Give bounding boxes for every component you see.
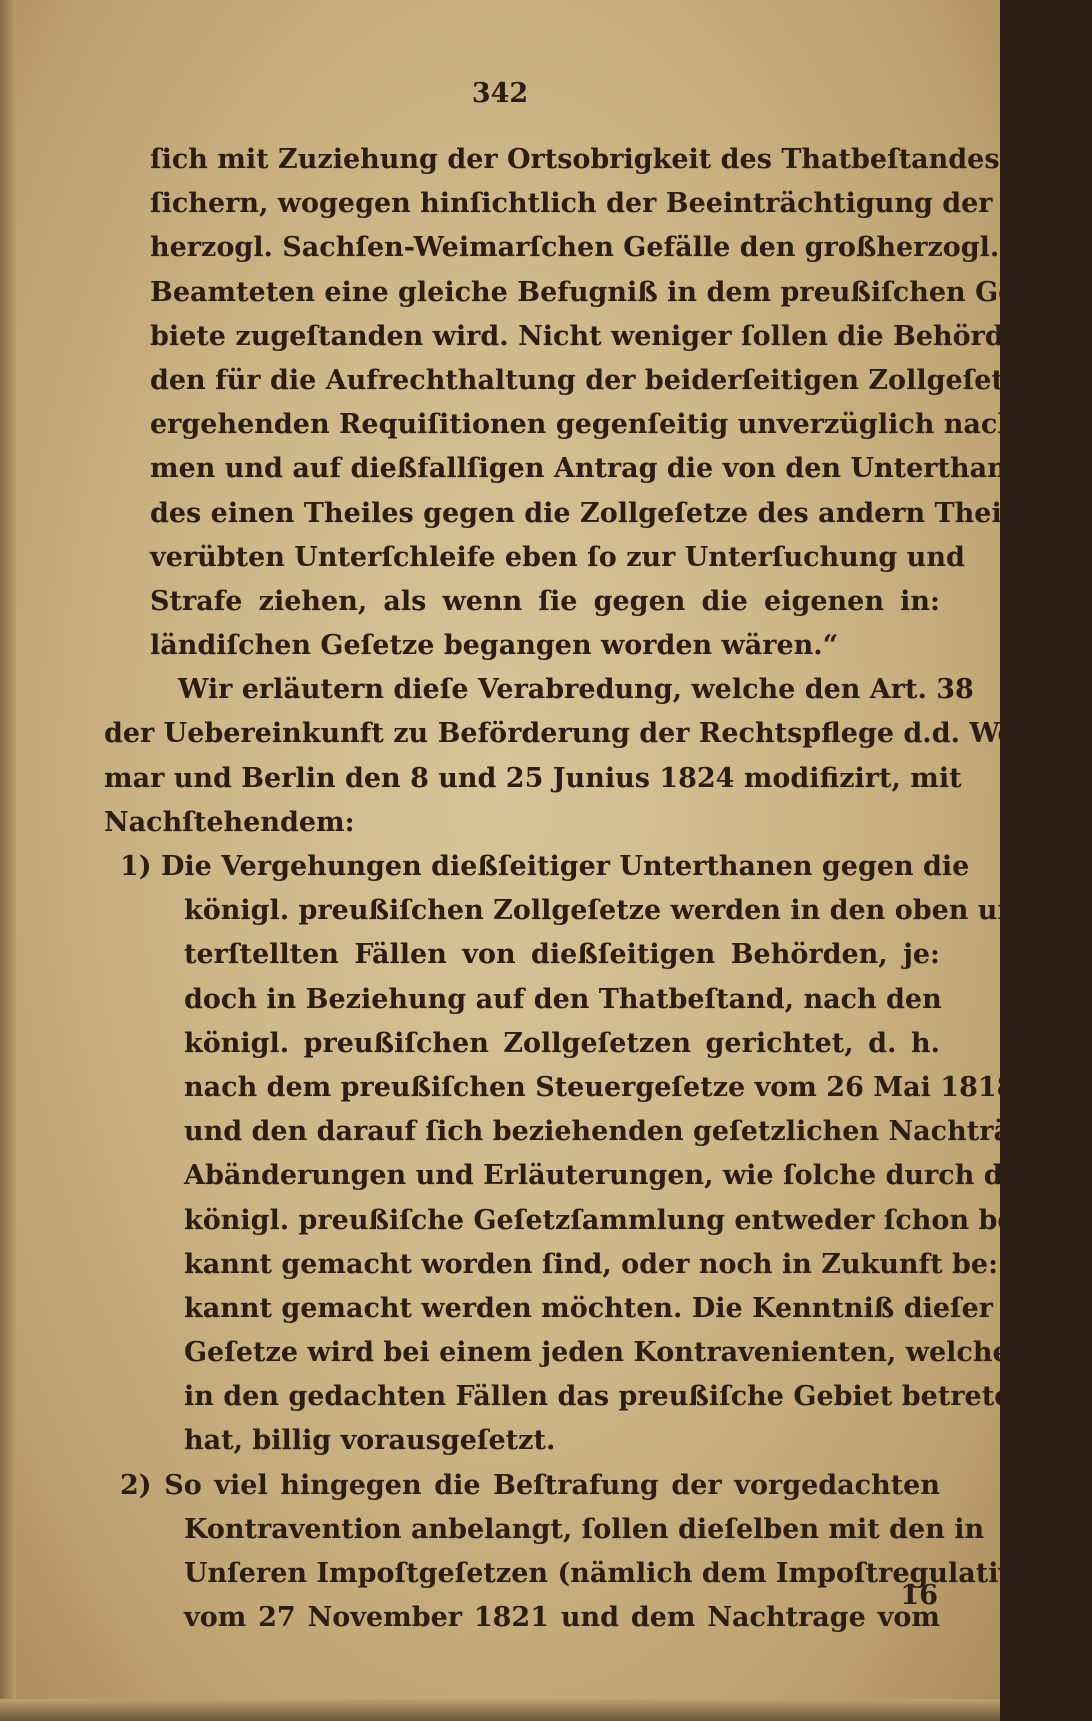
text-line: Strafe ziehen, als wenn ſie gegen die eigenen in:: [150, 585, 940, 617]
text-line: hat, billig vorausgeſetzt.: [184, 1425, 556, 1457]
text-line: kannt gemacht werden möchten. Die Kenntniß dieſer: [184, 1292, 994, 1324]
text-line: biete zugeſtanden wird. Nicht weniger ſollen die Behörden: [150, 320, 1041, 352]
text-line: ſich mit Zuziehung der Ortsobrigkeit des Thatbeſtandes ver:: [150, 144, 1067, 175]
text-line: der Uebereinkunft zu Beförderung der Rechtspflege d.d. Wei:: [104, 718, 1035, 750]
text-line: nach dem preußiſchen Steuergeſetze vom 26 Mai 1818: [184, 1071, 1016, 1103]
text-line: vom 27 November 1821 und dem Nachtrage vom: [184, 1602, 940, 1634]
text-line: Geſetze wird bei einem jeden Kontravenienten, welcher: [184, 1337, 1024, 1369]
text-line: Beamteten eine gleiche Befugniß in dem preußiſchen Ge:: [150, 276, 1026, 308]
text-line: den für die Aufrechthaltung der beiderſeitigen Zollgeſetze: [150, 364, 1037, 396]
text-line: Abänderungen und Erläuterungen, wie ſolche durch die: [184, 1160, 1031, 1192]
text-line: königl. preußiſchen Zollgeſetzen gerichtet, d. h.: [184, 1027, 940, 1059]
page-edge: [0, 0, 16, 1721]
text-line: und den darauf ſich beziehenden geſetzlichen Nachträgen,: [184, 1116, 1077, 1148]
text-line: herzogl. Sachſen-Weimarſchen Gefälle den großherzogl.: [150, 232, 1000, 264]
catchword: 16: [900, 1580, 938, 1611]
text-line: Nachſtehendem:: [104, 806, 355, 838]
text-line: Unſeren Impoſtgeſetzen (nämlich dem Impoſtregulative: [184, 1558, 1032, 1589]
text-line: men und auf dießfallſigen Antrag die von den Unterthanen: [150, 453, 1044, 485]
text-line: ergehenden Requiſitionen gegenſeitig unverzüglich nachkom:: [150, 409, 1092, 441]
page-number: 342: [471, 78, 529, 109]
text-line: ländiſchen Geſetze begangen worden wären.“: [150, 630, 839, 662]
text-line: kannt gemacht worden ſind, oder noch in Zukunft be:: [184, 1248, 999, 1280]
text-line: ſichern, wogegen hinſichtlich der Beeinträchtigung der groß:: [150, 188, 1084, 220]
text-line: doch in Beziehung auf den Thatbeſtand, nach den: [184, 983, 942, 1015]
text-line: königl. preußiſchen Zollgeſetze werden in den oben un:: [184, 895, 1028, 927]
text-line: Wir erläutern dieſe Verabredung, welche den Art. 38: [178, 674, 974, 706]
text-line: königl. preußiſche Geſetzſammlung entweder ſchon be:: [184, 1204, 1025, 1236]
text-line: verübten Unterſchleife eben ſo zur Unterſuchung und: [150, 541, 965, 573]
text-line: des einen Theiles gegen die Zollgeſetze des andern Theiles: [150, 497, 1045, 529]
text-line: mar und Berlin den 8 und 25 Junius 1824 modifizirt, mit: [104, 762, 962, 794]
list-item-1: 1) Die Vergehungen dießſeitiger Unterthanen gegen die: [120, 851, 970, 882]
body-text: [104, 138, 1092, 1640]
text-line: terſtellten Fällen von dießſeitigen Behörden, je:: [184, 939, 940, 971]
text-line: Kontravention anbelangt, ſollen dieſelben mit den in: [184, 1513, 985, 1545]
page-bottom-edge: [0, 1699, 1000, 1721]
list-item-2: 2) So viel hingegen die Beſtrafung der vorgedachten: [120, 1469, 940, 1501]
text-line: in den gedachten Fällen das preußiſche Gebiet betreten: [184, 1381, 1032, 1413]
